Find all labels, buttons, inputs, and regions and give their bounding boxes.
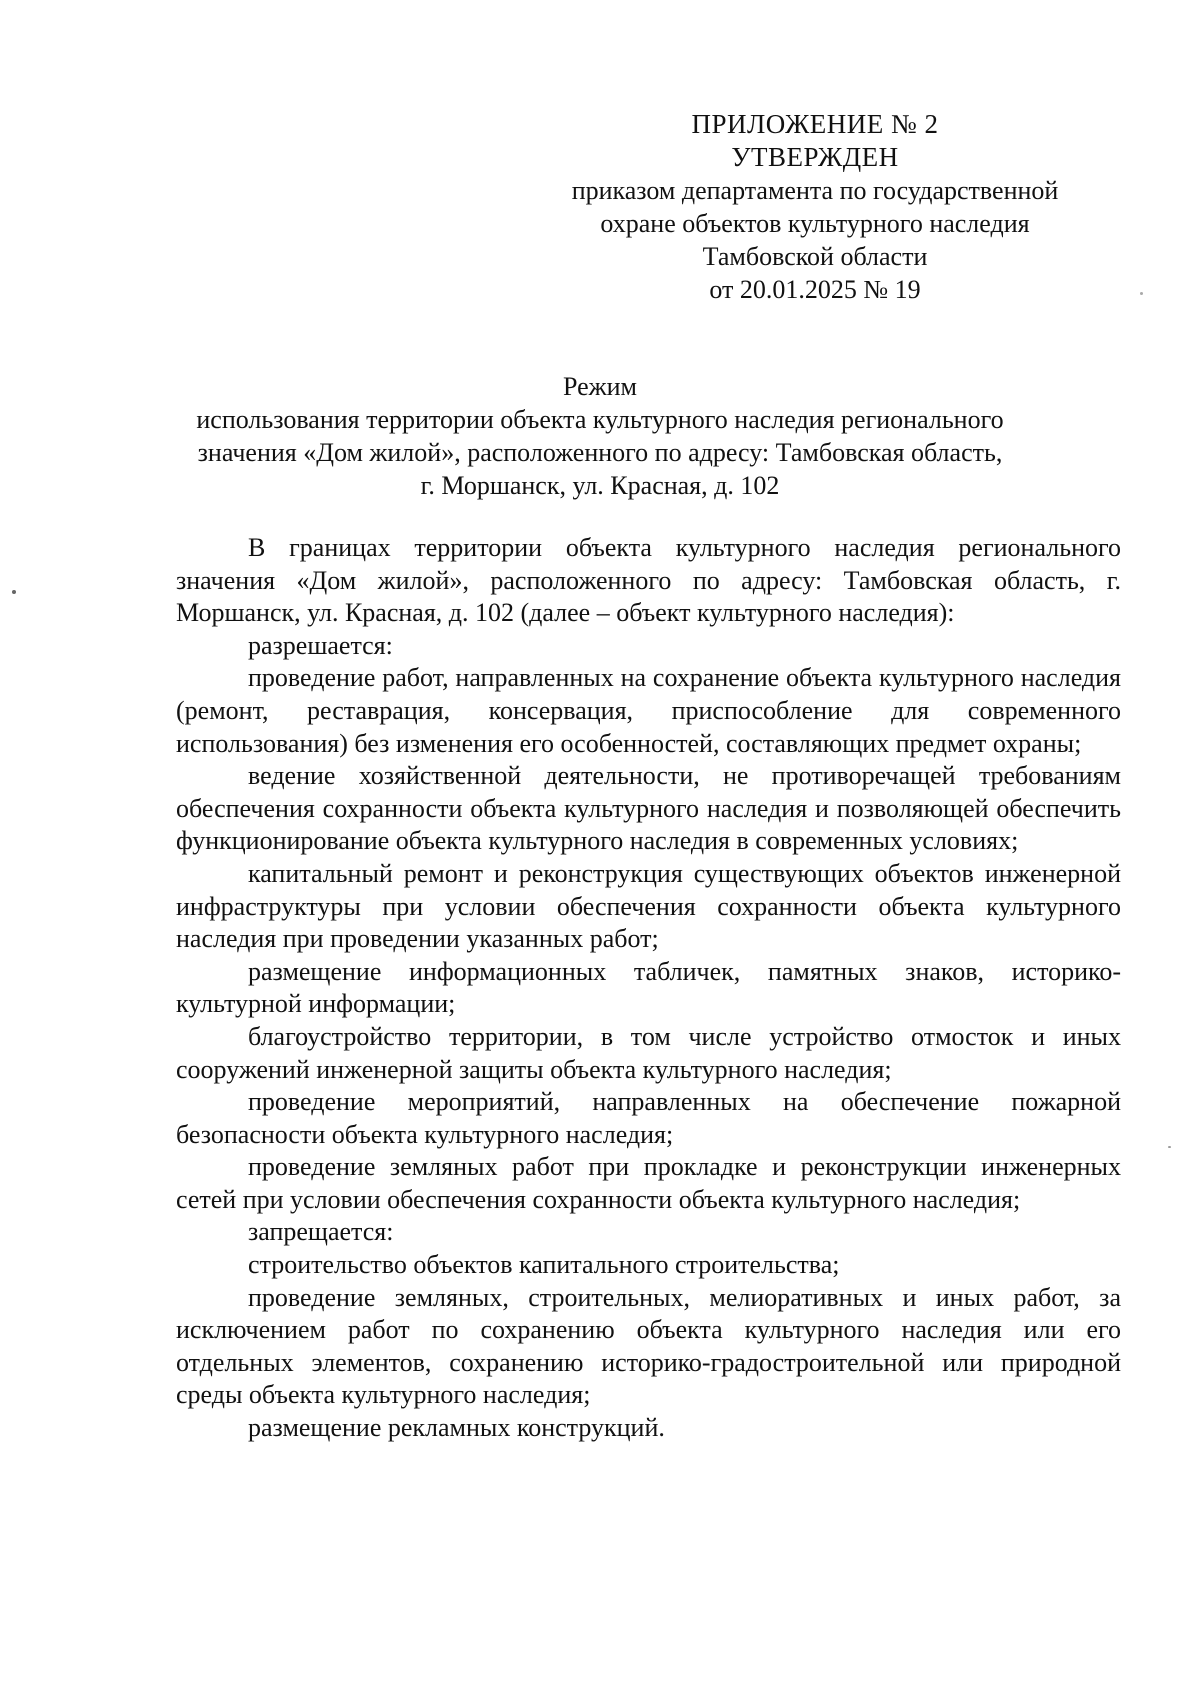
approval-block — [535, 108, 1095, 306]
forbidden-item: строительство объектов капитального строительства; — [248, 1250, 840, 1280]
approval-region-line: Тамбовской области — [702, 242, 928, 271]
allowed-item: проведение земляных работ при прокладке и реконструкции инженерных сетей при условии обеспечения сохранности объекта культурного наследия; — [176, 1152, 1121, 1214]
title-line-2: использования территории объекта культурного наследия регионального — [196, 405, 1004, 434]
allowed-label: разрешается: — [248, 630, 393, 660]
approval-date-line: от 20.01.2025 № 19 — [709, 275, 921, 304]
approval-department-line: охране объектов культурного наследия — [600, 209, 1030, 238]
document-title — [160, 370, 1040, 502]
scan-speck — [1168, 1146, 1171, 1148]
approval-order-line: приказом департамента по государственной — [571, 176, 1059, 205]
allowed-item: проведение мероприятий, направленных на обеспечение пожарной безопасности объекта культурного наследия; — [176, 1087, 1121, 1149]
document-body — [176, 532, 1121, 1445]
intro-paragraph: В границах территории объекта культурного наследия регионального значения «Дом жилой», расположенного по адресу: Тамбовская область, г. Моршанск, ул. Красная, д. 102 (далее – объект культурного наследия): — [176, 533, 1121, 628]
allowed-item: благоустройство территории, в том числе устройство отмосток и иных сооружений инженерной защиты объекта культурного наследия; — [176, 1021, 1121, 1084]
appendix-number: ПРИЛОЖЕНИЕ № 2 — [691, 109, 939, 139]
allowed-item: размещение информационных табличек, памятных знаков, историко-культурной информации; — [176, 956, 1121, 1019]
scan-speck — [12, 590, 16, 594]
forbidden-item: проведение земляных, строительных, мелиоративных и иных работ, за исключением работ по сохранению объекта культурного наследия или его отдельных элементов, сохранению историко-градостроительной или природной среды объекта культурного наследия; — [176, 1282, 1121, 1410]
title-line-1: Режим — [563, 372, 637, 401]
title-line-3: значения «Дом жилой», расположенного по адресу: Тамбовская область, — [197, 438, 1003, 467]
allowed-item: проведение работ, направленных на сохранение объекта культурного наследия (ремонт, реставрация, консервация, приспособление для современного использования) без изменения его особенностей, составляющих предмет охраны; — [176, 663, 1121, 758]
scan-speck — [1140, 292, 1143, 295]
forbidden-item: размещение рекламных конструкций. — [248, 1413, 665, 1443]
allowed-item: капитальный ремонт и реконструкция существующих объектов инженерной инфраструктуры при условии обеспечения сохранности объекта культурного наследия при проведении указанных работ; — [176, 858, 1121, 954]
approved-heading: УТВЕРЖДЕН — [731, 142, 899, 172]
allowed-item: ведение хозяйственной деятельности, не противоречащей требованиям обеспечения сохранности объекта культурного наследия и позволяющей обеспечить функционирование объекта культурного наследия в современных условиях; — [176, 761, 1121, 856]
title-line-4: г. Моршанск, ул. Красная, д. 102 — [420, 471, 780, 500]
forbidden-label: запрещается: — [248, 1217, 394, 1247]
